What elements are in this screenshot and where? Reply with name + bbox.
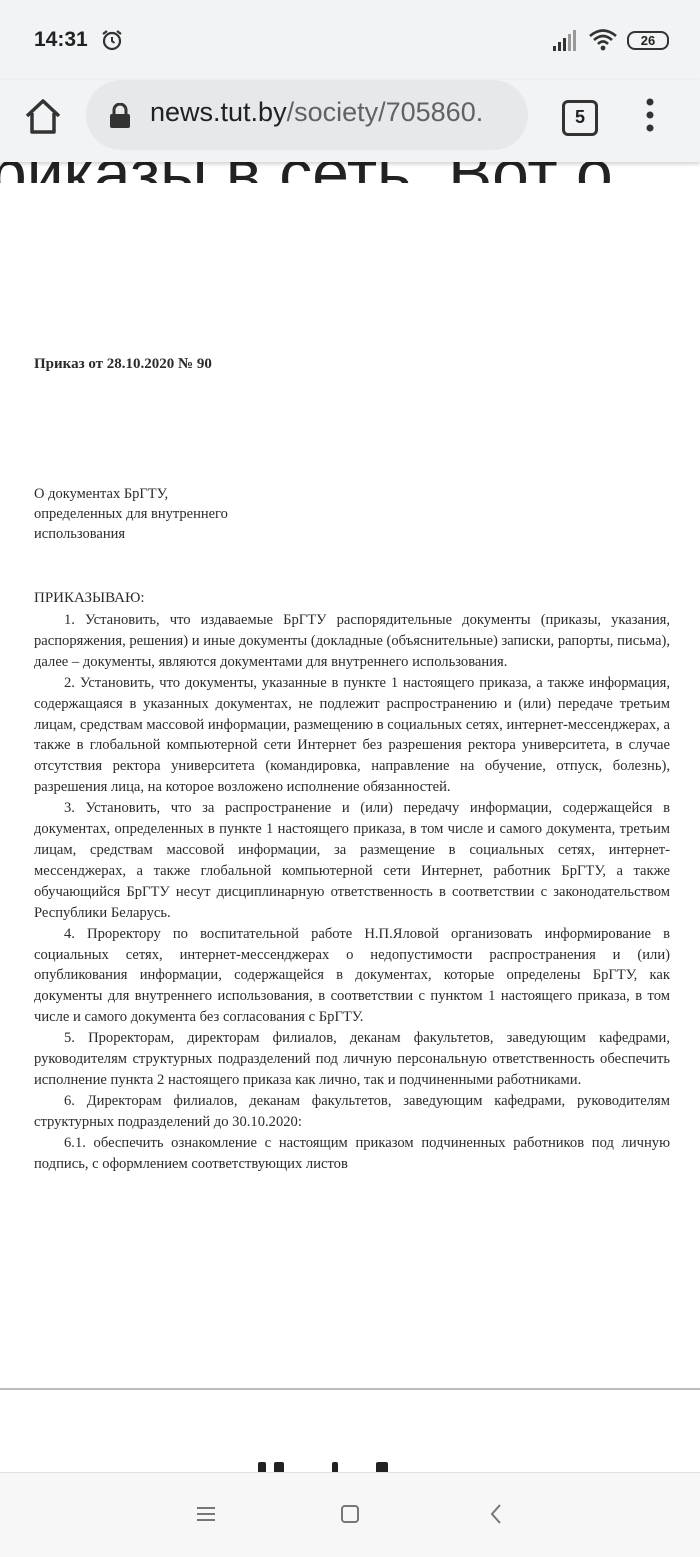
decree-heading: ПРИКАЗЫВАЮ:	[34, 590, 145, 606]
subject-line: определенных для внутреннего	[34, 506, 228, 522]
system-navigation-bar	[0, 1472, 700, 1557]
wifi-icon	[588, 28, 618, 52]
order-paragraph: 5. Проректорам, директорам филиалов, деканам факультетов, заведующим кафедрами, руководителям структурных подразделений под личную персональную ответственность обеспечить исполнение пункта 2 настоящего приказа как лично, так и подчиненными работниками.	[34, 1030, 670, 1088]
order-subject	[34, 484, 670, 544]
recents-icon[interactable]	[193, 1501, 219, 1527]
order-title: Приказ от 28.10.2020 № 90	[34, 356, 212, 372]
address-bar[interactable]	[86, 80, 528, 150]
alarm-icon	[100, 28, 124, 52]
url-text[interactable]	[150, 97, 520, 128]
status-bar	[0, 0, 700, 80]
order-paragraph: 3. Установить, что за распространение и (или) передачу информации, содержащейся в документах, определенных в пункте 1 настоящего приказа, в том числе и самого документа, третьим лицам, средствам массовой информации, за размещение в социальных сетях, интернет-мессенджерах, а также глобальной компьютерной сети Интернет, работник БрГТУ, а также обучающийся БрГТУ несут дисциплинарную ответственность в соответствии с законодательством Республики Беларусь.	[34, 800, 670, 921]
order-paragraph: 6. Директорам филиалов, деканам факультетов, заведующим кафедрами, руководителям структурных подразделений до 30.10.2020:	[34, 1092, 670, 1130]
battery-indicator: 26	[627, 31, 669, 50]
more-menu-icon[interactable]	[638, 96, 662, 134]
tab-switcher-button[interactable]: 5	[562, 100, 598, 136]
order-paragraph: 4. Проректору по воспитательной работе Н.П.Яловой организовать информирование в социальных сетях, интернет-мессенджерах о недопустимости распространения и (или) опубликования информации, содержащейся в документах, которые определены БрГТУ, как документы для внутреннего использования, в соответствии с пунктом 1 настоящего приказа, в том числе и самого документа без согласования с БрГТУ.	[34, 925, 670, 1026]
order-paragraph: 1. Установить, что издаваемые БрГТУ распорядительные документы (приказы, указания, распоряжения, решения) и иные документы (докладные (объяснительные) записки, рапорты, письма), далее – документы, являются документами для внутреннего использования.	[34, 612, 670, 670]
subject-line: использования	[34, 526, 126, 542]
back-icon[interactable]	[484, 1501, 510, 1527]
url-host: news.tut.by	[150, 97, 287, 127]
order-paragraph: 2. Установить, что документы, указанные в пункте 1 настоящего приказа, а также информация, содержащаяся в указанных документах, не подлежит распространению и (или) передаче третьим лицам, средствам массовой информации, размещению в социальных сетях, интернет-мессенджерах, а также в глобальной компьютерной сети Интернет без разрешения ректора университета, в случае отсутствия ректора университета (командировка, направление на обучение, отпуск, болезнь), разрешения лица, на которое возложено исполнение обязанностей.	[34, 674, 670, 796]
subject-line: О документах БрГТУ,	[34, 486, 169, 502]
url-path: /society/705860.	[286, 97, 484, 127]
order-paragraph: 6.1. обеспечить ознакомление с настоящим приказом подчиненных работников под личную подпись, с оформлением соответствующих листов	[34, 1134, 670, 1172]
signal-icon	[552, 30, 578, 52]
home-nav-icon[interactable]	[337, 1501, 363, 1527]
home-icon[interactable]	[22, 96, 64, 138]
order-body	[34, 610, 670, 1174]
browser-toolbar	[0, 80, 700, 162]
content-divider	[0, 1388, 700, 1390]
status-time: 14:31	[34, 28, 88, 51]
lock-icon	[108, 103, 132, 129]
